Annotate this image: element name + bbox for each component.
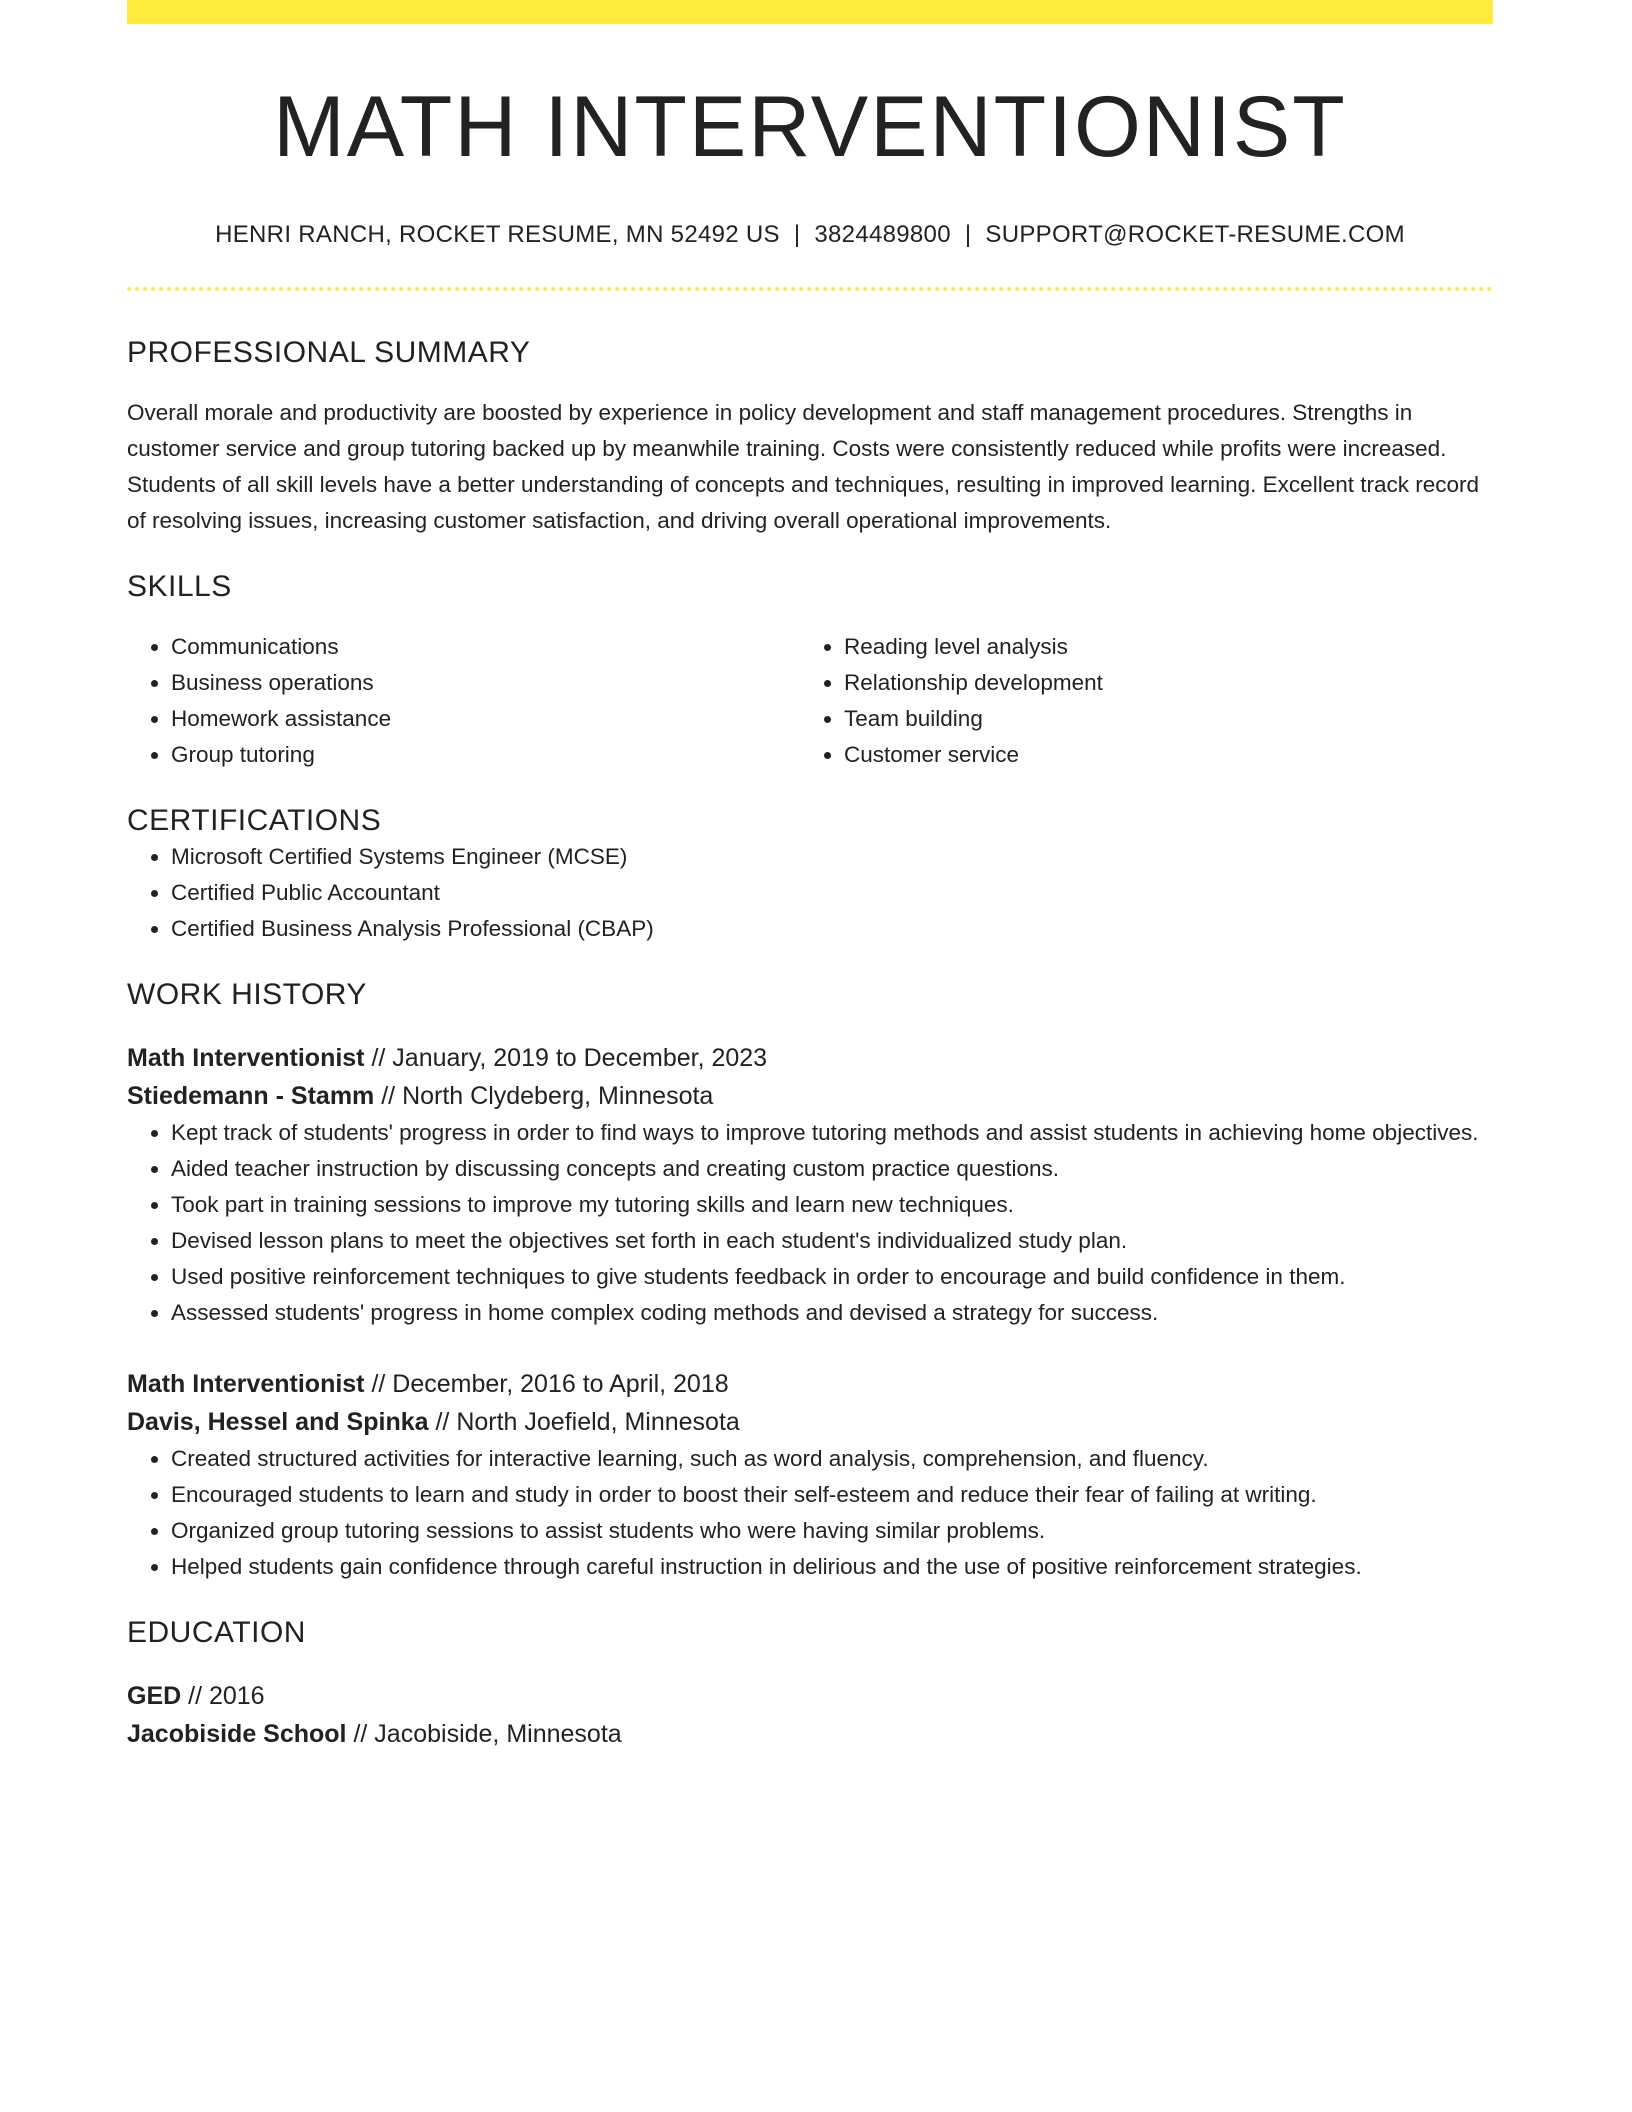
skill-item: • Business operations	[171, 665, 800, 701]
resume-page	[127, 0, 1493, 1753]
certification-item: • Certified Public Accountant	[171, 875, 1493, 911]
job-company: Davis, Hessel and Spinka	[127, 1408, 429, 1437]
resume-title: MATH INTERVENTIONIST	[273, 79, 1347, 175]
header-divider	[127, 287, 1493, 291]
skill-item: • Team building	[844, 701, 1473, 737]
job-bullet: • Assessed students' progress in home complex coding methods and devised a strategy for success.	[171, 1295, 1493, 1331]
education-degree-line	[127, 1677, 1493, 1715]
job-bullets	[127, 1441, 1493, 1585]
education-location: // Jacobiside, Minnesota	[346, 1720, 622, 1749]
certifications-heading: CERTIFICATIONS	[127, 804, 382, 838]
job-location: // North Joefield, Minnesota	[428, 1408, 740, 1437]
skill-item: • Communications	[171, 629, 800, 665]
education-school: Jacobiside School	[127, 1720, 347, 1749]
job-bullet: • Organized group tutoring sessions to assist students who were having similar problems.	[171, 1513, 1493, 1549]
skills-grid	[127, 629, 1493, 773]
job-bullet: • Devised lesson plans to meet the objectives set forth in each student's individualized study plan.	[171, 1223, 1493, 1259]
job-dates: // January, 2019 to December, 2023	[364, 1044, 768, 1073]
certifications-list	[127, 839, 1493, 947]
job-company: Stiedemann - Stamm	[127, 1082, 375, 1111]
skill-item: • Reading level analysis	[844, 629, 1473, 665]
contact-separator: |	[964, 220, 972, 248]
job-bullet: • Kept track of students' progress in order to find ways to improve tutoring methods and assist students in achieving home objectives.	[171, 1115, 1493, 1151]
contact-phone: 3824489800	[814, 220, 951, 248]
job-bullet: • Encouraged students to learn and study in order to boost their self-esteem and reduce their fear of failing at writing.	[171, 1477, 1493, 1513]
job-dates: // December, 2016 to April, 2018	[364, 1370, 729, 1399]
contact-email: SUPPORT@ROCKET-RESUME.COM	[985, 220, 1405, 248]
skills-heading: SKILLS	[127, 570, 232, 604]
skills-column-right	[800, 629, 1473, 773]
work-history-heading: WORK HISTORY	[127, 978, 367, 1012]
job-title-line	[127, 1365, 1493, 1403]
education-degree: GED	[127, 1682, 182, 1711]
certification-item: • Microsoft Certified Systems Engineer (MCSE)	[171, 839, 1493, 875]
summary-heading: PROFESSIONAL SUMMARY	[127, 336, 531, 370]
skill-item: • Customer service	[844, 737, 1473, 773]
job-bullets	[127, 1115, 1493, 1331]
contact-line	[127, 221, 1493, 250]
job-bullet: • Took part in training sessions to improve my tutoring skills and learn new techniques.	[171, 1187, 1493, 1223]
contact-address: HENRI RANCH, ROCKET RESUME, MN 52492 US	[215, 220, 780, 248]
job-title-line	[127, 1039, 1493, 1077]
skill-item: • Group tutoring	[171, 737, 800, 773]
skill-item: • Relationship development	[844, 665, 1473, 701]
certification-item: • Certified Business Analysis Professional (CBAP)	[171, 911, 1493, 947]
education-year: // 2016	[181, 1682, 265, 1711]
skills-list-left	[127, 629, 800, 773]
skills-column-left	[127, 629, 800, 773]
job-bullet: • Created structured activities for interactive learning, such as word analysis, comprehension, and fluency.	[171, 1441, 1493, 1477]
top-accent-bar	[127, 0, 1493, 24]
job-bullet: • Helped students gain confidence through careful instruction in delirious and the use of positive reinforcement strategies.	[171, 1549, 1493, 1585]
job-company-line	[127, 1077, 1493, 1115]
job-bullet: • Used positive reinforcement techniques to give students feedback in order to encourage and build confidence in them.	[171, 1259, 1493, 1295]
contact-separator: |	[793, 220, 801, 248]
education-heading: EDUCATION	[127, 1616, 306, 1650]
education-school-line	[127, 1715, 1493, 1753]
skill-item: • Homework assistance	[171, 701, 800, 737]
job-title: Math Interventionist	[127, 1370, 365, 1399]
job-bullet: • Aided teacher instruction by discussing concepts and creating custom practice questions.	[171, 1151, 1493, 1187]
job-title: Math Interventionist	[127, 1044, 365, 1073]
job-location: // North Clydeberg, Minnesota	[374, 1082, 714, 1111]
job-company-line	[127, 1403, 1493, 1441]
summary-text: Overall morale and productivity are boosted by experience in policy development and staff management procedures. Strengths in customer service and group tutoring backed up by meanwhile training. Costs were consistently reduced while profits were increased. Students of all skill levels have a better understanding of concepts and techniques, resulting in improved learning. Excellent track record of resolving issues, increasing customer satisfaction, and driving overall operational improvements.	[127, 400, 1480, 534]
skills-list-right	[800, 629, 1473, 773]
